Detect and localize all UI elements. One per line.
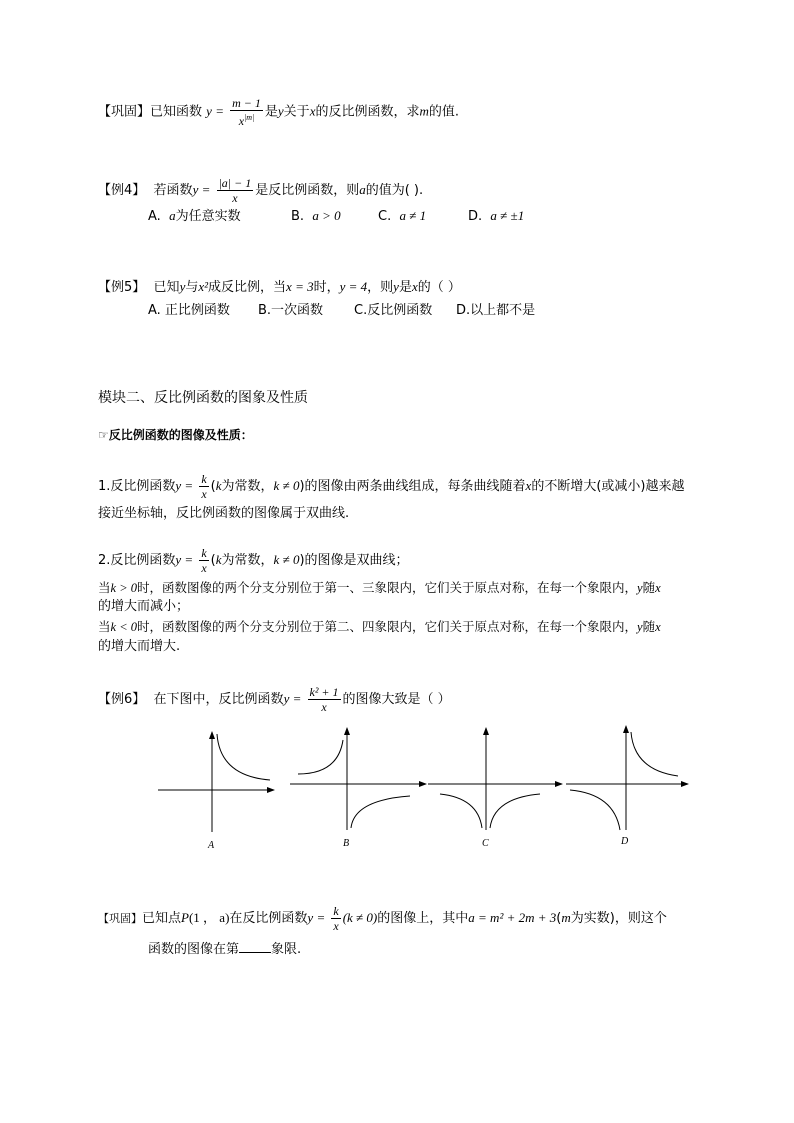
option-d: D.以上都不是 xyxy=(456,303,536,318)
condition: k < 0 xyxy=(110,620,137,634)
equation-lhs: y = xyxy=(307,910,326,925)
equation-lhs: y = xyxy=(175,552,194,567)
question-text: 在下图中，反比例函数 xyxy=(153,692,284,707)
graph-label-d: D xyxy=(621,836,629,847)
condition-y: y = 4 xyxy=(339,279,368,294)
variable-a: a xyxy=(359,182,366,197)
point-p: P xyxy=(181,910,189,925)
option-a: A. 正比例函数 xyxy=(148,303,230,318)
graph-label-a: A xyxy=(208,840,215,851)
fraction xyxy=(331,904,340,933)
variable-x: x xyxy=(655,620,661,634)
option-expression: a > 0 xyxy=(312,208,341,223)
question-text: 的值为( ). xyxy=(365,183,424,198)
fraction-numerator: k xyxy=(333,904,339,918)
question-text: 在反比例函数 xyxy=(229,911,308,926)
fraction-denominator xyxy=(230,111,263,128)
option-expression: a ≠ ±1 xyxy=(490,208,525,223)
question-tag: 【例5】 xyxy=(98,280,146,295)
denominator-base: x xyxy=(238,114,245,128)
example-5-options xyxy=(148,302,535,320)
option-expression: a xyxy=(169,208,176,223)
property-text: 为常数， xyxy=(221,479,274,494)
property-text: ( xyxy=(210,479,216,494)
example-5-question xyxy=(98,278,461,297)
fraction-numerator: |a| − 1 xyxy=(218,176,252,190)
option-c: C.反比例函数 xyxy=(354,303,433,318)
question-text: 是 xyxy=(398,280,412,295)
option-b: B.一次函数 xyxy=(258,303,324,318)
equation-lhs: y = xyxy=(192,182,211,197)
question-text: 关于 xyxy=(283,104,310,120)
example-4-question xyxy=(98,176,423,205)
question-text: 是 xyxy=(264,104,278,120)
question-text: 已知 xyxy=(153,280,180,295)
question-text: ( xyxy=(556,911,562,926)
property-text: )的图像由两条曲线组成，每条曲线随着 xyxy=(299,479,526,494)
variable-x: x xyxy=(411,279,418,294)
example-4-options xyxy=(148,207,524,226)
equation-lhs: y = xyxy=(175,478,194,493)
fraction xyxy=(230,96,263,128)
question-text: 的（ ） xyxy=(417,280,461,295)
variable-y: y xyxy=(637,581,643,595)
graph-label-b: B xyxy=(343,838,350,849)
hyperbola-graphs xyxy=(150,720,695,860)
option-letter: D. xyxy=(468,209,483,224)
equation-lhs: y = xyxy=(283,691,302,706)
property-2-line-1 xyxy=(98,546,409,575)
question-text: 成反比例，当 xyxy=(208,280,287,295)
question-text: 与 xyxy=(185,280,199,295)
condition: (k ≠ 0) xyxy=(342,910,378,925)
property-text: 随 xyxy=(642,580,656,595)
question-text: 已知点 xyxy=(142,911,182,926)
graph-c xyxy=(428,728,562,849)
property-2-line-2 xyxy=(98,579,661,597)
denominator-exponent: |m| xyxy=(244,113,255,122)
property-text: )的图像是双曲线； xyxy=(299,553,409,568)
option-c xyxy=(378,207,468,226)
option-text: 为任意实数 xyxy=(175,209,241,224)
question-text: 的图像上，其中 xyxy=(377,911,469,926)
fraction xyxy=(199,546,208,575)
property-text: 为常数， xyxy=(221,553,274,568)
variable-y: y xyxy=(179,279,186,294)
option-letter: C. xyxy=(378,209,392,224)
graph-label-c: C xyxy=(482,838,489,849)
fraction-denominator: x xyxy=(201,487,207,501)
option-letter: B. xyxy=(291,209,305,224)
question-text: 若函数 xyxy=(153,183,193,198)
option-a xyxy=(148,207,291,226)
condition: k ≠ 0 xyxy=(273,478,300,493)
property-text: 当 xyxy=(98,580,111,595)
condition-x: x = 3 xyxy=(286,279,314,294)
fraction-denominator: x xyxy=(201,561,207,575)
property-text: 2.反比例函数 xyxy=(98,553,176,568)
variable-y: y xyxy=(393,279,399,294)
property-text: 时，函数图像的两个分支分别位于第二、四象限内，它们关于原点对称，在每一个象限内， xyxy=(137,619,638,634)
question-text: 函数的图像在第 xyxy=(148,942,240,957)
question-tag: 【例4】 xyxy=(98,183,146,198)
fraction-numerator: k² + 1 xyxy=(309,685,339,699)
question-tag: 【巩固】 xyxy=(98,104,151,120)
example-6-question xyxy=(98,685,451,714)
option-letter: A. xyxy=(148,209,161,224)
property-text: 的不断增大(或减小)越来越 xyxy=(531,479,685,494)
option-expression: a ≠ 1 xyxy=(399,208,427,223)
fraction xyxy=(217,176,254,205)
property-2-line-3: 的增大而减小； xyxy=(98,599,190,614)
question-text: 是反比例函数，则 xyxy=(255,183,360,198)
consolidate-question-2 xyxy=(98,904,667,933)
point-coords: (1 ， a) xyxy=(188,910,230,925)
fraction-denominator: x xyxy=(333,919,339,933)
property-1-line-1 xyxy=(98,472,684,501)
question-text: ，则 xyxy=(367,280,394,295)
equation-lhs: y = xyxy=(206,103,224,119)
fraction-numerator: k xyxy=(201,472,207,486)
graph-a xyxy=(158,732,274,851)
variable-x-squared: x² xyxy=(198,279,209,294)
question-tag: 【例6】 xyxy=(98,692,146,707)
question-text: 时， xyxy=(313,280,340,295)
property-2-line-4 xyxy=(98,618,661,636)
option-d xyxy=(468,207,524,226)
question-text: 的图像大致是（ ） xyxy=(342,692,451,707)
question-text: 的反比例函数，求 xyxy=(315,104,420,120)
fraction-numerator: m − 1 xyxy=(232,96,261,110)
variable-m: m xyxy=(419,103,429,119)
variable-x: x xyxy=(655,581,661,595)
fraction-denominator: x xyxy=(321,700,327,714)
fraction xyxy=(199,472,208,501)
variable-y: y xyxy=(277,103,284,119)
condition: k > 0 xyxy=(110,581,137,595)
property-1-line-2: 接近坐标轴，反比例函数的图像属于双曲线. xyxy=(98,506,350,521)
graph-d xyxy=(566,726,688,847)
variable-m: m xyxy=(561,910,571,925)
fraction-denominator: x xyxy=(232,191,238,205)
condition: k ≠ 0 xyxy=(273,552,300,567)
property-text: 时，函数图像的两个分支分别位于第一、三象限内，它们关于原点对称，在每一个象限内， xyxy=(137,580,638,595)
question-tag: 【巩固】 xyxy=(98,912,142,925)
graph-b xyxy=(290,728,426,849)
variable-x: x xyxy=(525,478,532,493)
fraction xyxy=(308,685,341,714)
question-text: 的值. xyxy=(428,104,460,120)
variable-x: x xyxy=(309,103,316,119)
property-text: ( xyxy=(210,553,216,568)
question-text: 已知函数 xyxy=(150,104,203,120)
consolidate-question-1 xyxy=(98,96,459,128)
answer-blank[interactable] xyxy=(239,940,271,953)
variable-k: k xyxy=(215,478,222,493)
variable-k: k xyxy=(215,552,222,567)
consolidate-question-2-line-2 xyxy=(148,940,301,959)
question-text: 象限. xyxy=(271,942,302,957)
expression-a: a = m² + 2m + 3 xyxy=(468,910,557,925)
question-text: 为实数)，则这个 xyxy=(570,911,667,926)
fraction-numerator: k xyxy=(201,546,207,560)
property-text: 当 xyxy=(98,619,111,634)
module-2-subtitle: ☞反比例函数的图像及性质： xyxy=(98,428,253,442)
property-2-line-5: 的增大而增大. xyxy=(98,639,181,654)
property-text: 随 xyxy=(642,619,656,634)
module-2-title: 模块二、反比例函数的图象及性质 xyxy=(98,390,308,406)
variable-y: y xyxy=(637,620,643,634)
property-text: 1.反比例函数 xyxy=(98,479,176,494)
option-b xyxy=(291,207,378,226)
